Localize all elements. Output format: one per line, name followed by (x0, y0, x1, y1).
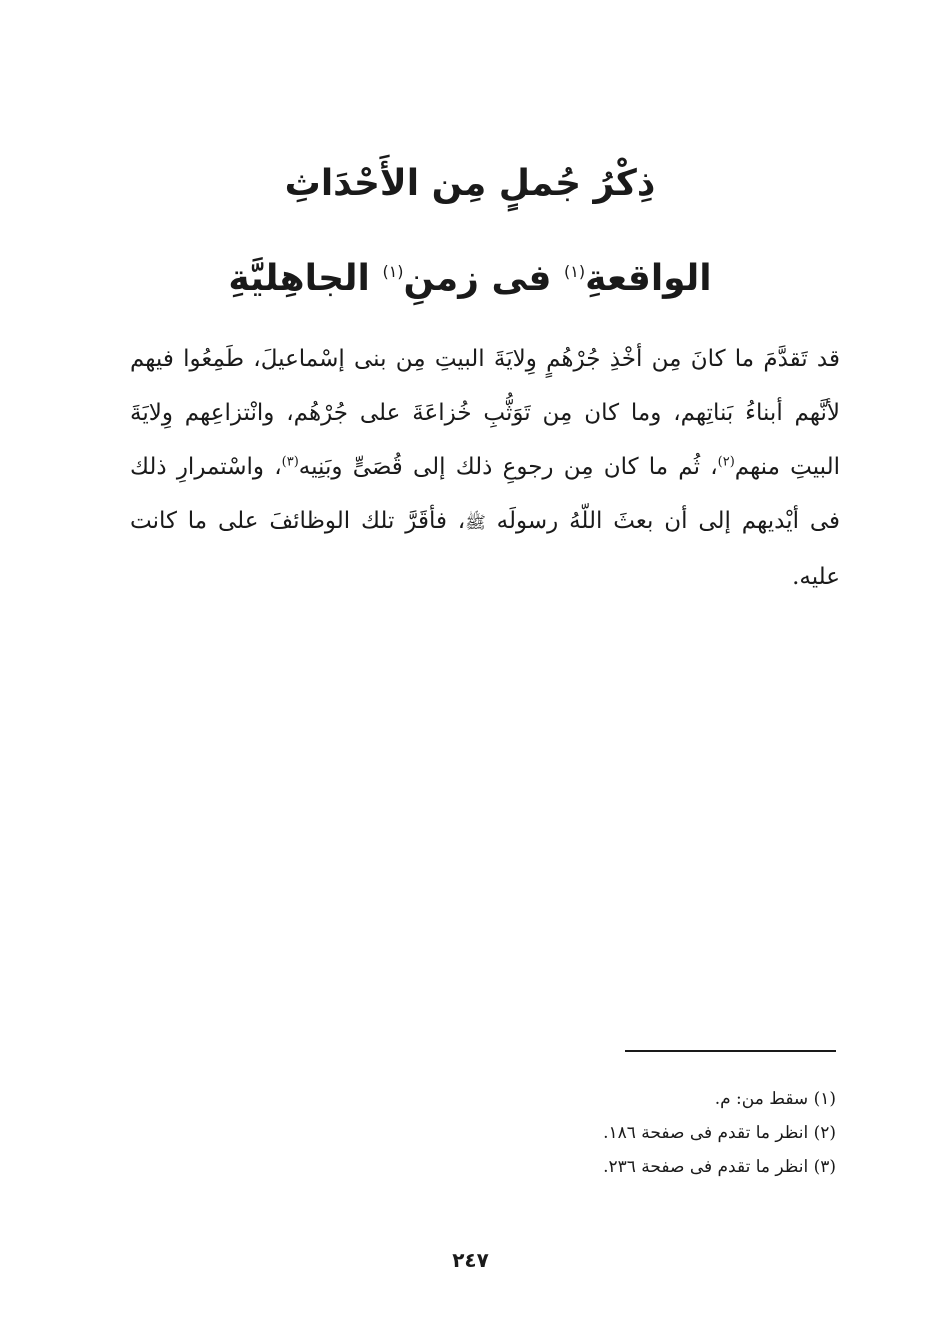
footnote-marker: (١) (564, 262, 586, 281)
body-text-span: ، واسْتمرارِ ذلك فى أيْديهم إلى أن بعثَ اللّهُ رسولَه (130, 454, 840, 534)
heading-text: الجاهِليَّةِ (228, 258, 383, 299)
footnote-marker: (٣) (281, 454, 299, 470)
footnote-2: (٢) انظر ما تقدم فى صفحة ١٨٦. (603, 1123, 836, 1143)
body-text-span: ، ثُم ما كان مِن رجوعِ ذلك إلى قُصَىٍّ وبَنِيه (298, 454, 718, 480)
heading-text: فى زمنِ (403, 258, 565, 299)
heading-line-1: ذِكْرُ جُملٍ مِن الأَحْدَاثِ (284, 163, 656, 204)
honorific-glyph: ﷺ (465, 513, 486, 533)
footnotes-list (400, 1082, 836, 1184)
footnote-marker: (٢) (717, 454, 735, 470)
footnote-1: (١) سقط من: م. (714, 1089, 836, 1109)
heading-text: الواقعةِ (585, 258, 712, 299)
body-text-span: ، فأقَرَّ تلك الوظائفَ على ما كانت عليه. (130, 508, 840, 590)
footnote-marker: (١) (382, 262, 404, 281)
body-paragraph (130, 332, 840, 604)
heading-line-2 (120, 228, 820, 323)
page-number: ٢٤٧ (452, 1248, 489, 1272)
footnote-3: (٣) انظر ما تقدم فى صفحة ٢٣٦. (603, 1157, 836, 1177)
body-text-span: قد تَقدَّمَ ما كانَ مِن أخْذِ جُرْهُمٍ وِلايَةَ البيتِ مِن بنى إسْماعيلَ، طَمِعُوا فيهم لأنَّهم أبناءُ بَناتِهم، وما كان مِن تَوَثُّبِ خُزاعَةَ على جُرْهُم، وانْتزاعِهم وِلايَةَ البيتِ منهم (130, 346, 840, 480)
footnote-divider (625, 1050, 836, 1052)
chapter-heading (120, 140, 820, 323)
